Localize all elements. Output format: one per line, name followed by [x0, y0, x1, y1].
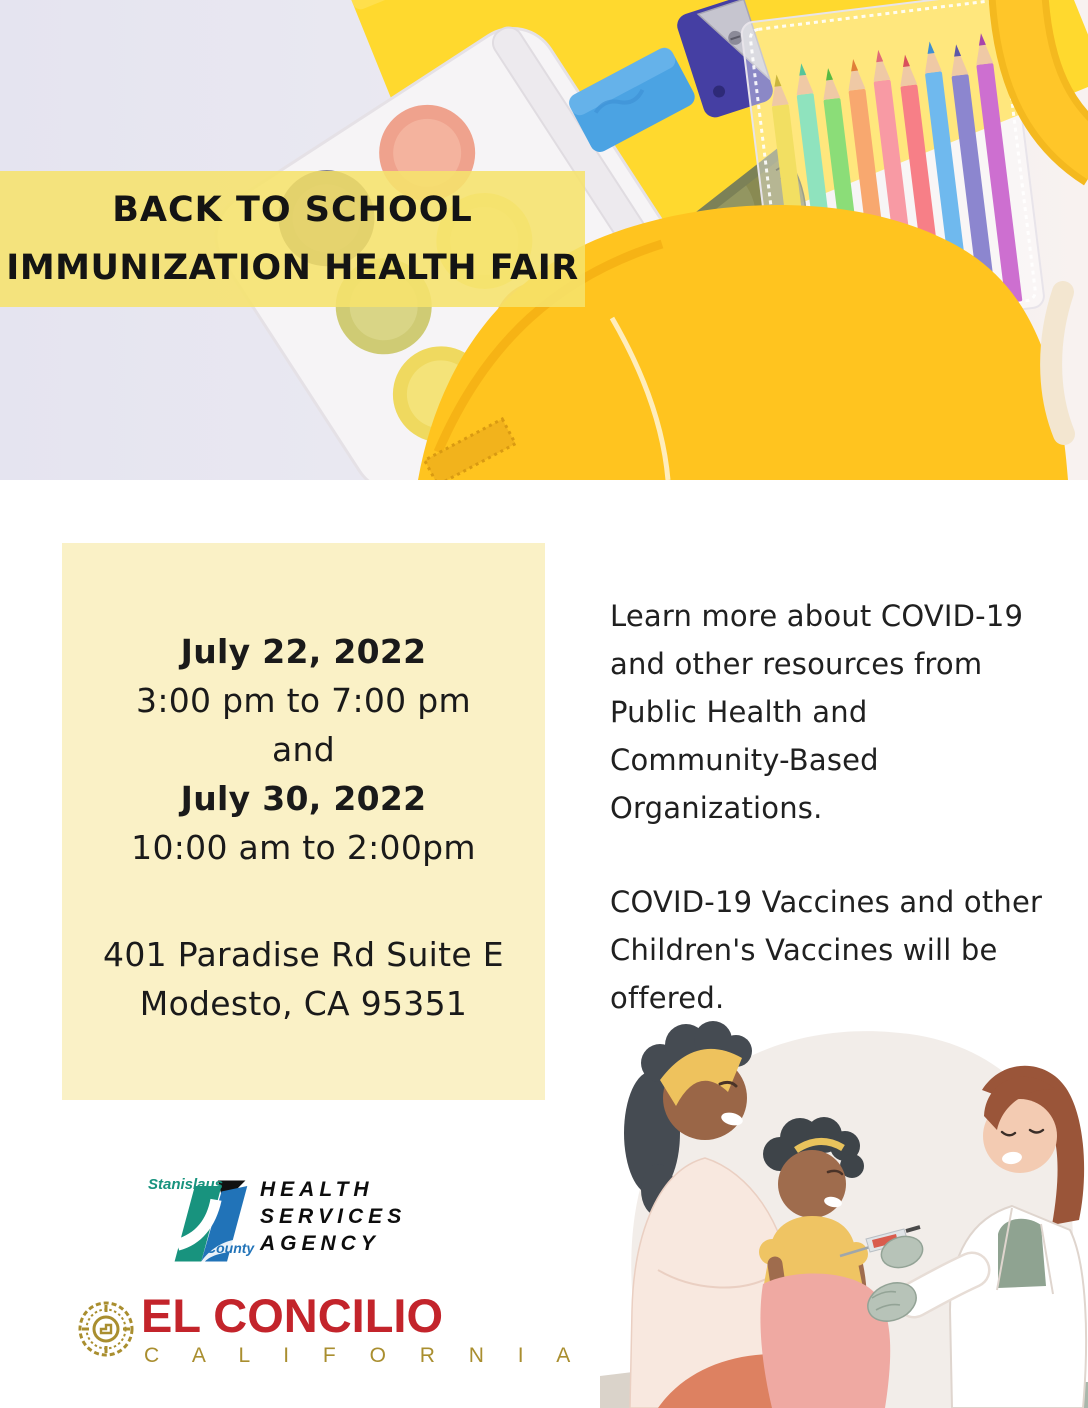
concilio-medallion-icon [77, 1300, 135, 1358]
event-time-1: 3:00 pm to 7:00 pm [136, 681, 471, 720]
hsa-text-line-3: AGENCY [260, 1232, 380, 1255]
event-time-2: 10:00 am to 2:00pm [131, 828, 476, 867]
schedule-box [62, 543, 545, 1100]
title-line-1: BACK TO SCHOOL [112, 190, 473, 230]
schedule-conjunction: and [272, 730, 335, 769]
cream-strap [1051, 292, 1064, 434]
event-date-1: July 22, 2022 [180, 632, 427, 671]
info-paragraph-2: COVID-19 Vaccines and other Children's Vaccines will be offered. [610, 885, 1043, 1015]
hsa-county-name-bottom: County [206, 1240, 255, 1256]
health-services-agency-logo [148, 1170, 418, 1274]
hsa-county-name-top: Stanislaus [148, 1176, 224, 1193]
address-line-1: 401 Paradise Rd Suite E [103, 935, 504, 974]
info-paragraph-1: Learn more about COVID-19 and other resources from Public Health and Community-Based Organizations. [610, 599, 1024, 825]
child-face [778, 1150, 846, 1218]
child-skirt [760, 1274, 890, 1408]
el-concilio-logo [75, 1288, 585, 1384]
concilio-subtitle: C A L I F O R N I A [144, 1344, 585, 1367]
hsa-text-line-2: SERVICES [260, 1205, 407, 1228]
vaccination-illustration [600, 1018, 1088, 1408]
info-text [610, 592, 1052, 1068]
concilio-name: EL CONCILIO [141, 1289, 444, 1342]
event-date-2: July 30, 2022 [180, 779, 427, 818]
hsa-logo-text [260, 1176, 406, 1257]
title-line-2: IMMUNIZATION HEALTH FAIR [6, 248, 579, 288]
schedule-spacer [62, 872, 545, 930]
title-banner [0, 171, 585, 307]
hsa-text-line-1: HEALTH [260, 1178, 374, 1201]
nurse-shirt [998, 1219, 1046, 1288]
address-line-2: Modesto, CA 95351 [139, 984, 468, 1023]
